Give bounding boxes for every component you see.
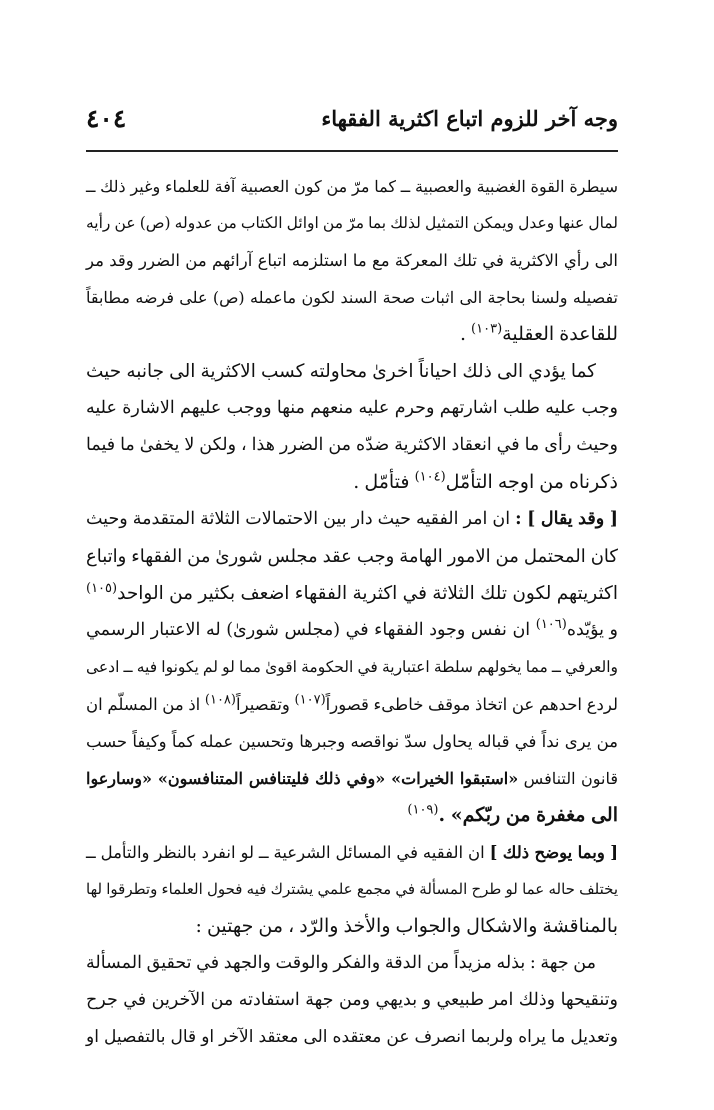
text-line-9 xyxy=(86,464,618,501)
text-line-17 xyxy=(86,760,618,797)
page-header xyxy=(86,96,618,140)
line12-text: اكثريتهم لكون تلك الثلاثة في اكثرية الفقهاء اضعف بكثير من الواحد xyxy=(117,583,618,604)
line15-start: لردع احدهم عن اتخاذ موقف خاطىء قصوراً xyxy=(325,695,618,714)
line9-text: ذكرناه من اوجه التأمّل xyxy=(445,471,618,493)
header-rule xyxy=(86,150,618,152)
section-lead-wa-bima-yudih: [ وبما يوضح ذلك ] xyxy=(489,843,618,862)
footnote-ref-108: (١٠٨) xyxy=(204,692,236,708)
running-title: وجه آخر للزوم اتباع اكثرية الفقهاء xyxy=(321,105,618,131)
line13-text: ان نفس وجود الفقهاء في (مجلس شورىٰ) له الاعتبار الرسمي xyxy=(86,620,531,640)
footnote-ref-103: (١٠٣) xyxy=(471,321,503,337)
footnote-ref-104: (١٠٤) xyxy=(414,469,446,485)
text-line-8: وحيث رأى ما في انعقاد الاكثرية ضدّه من الضرر هذا ، ولكن لا يخفىٰ ما فيما xyxy=(86,435,618,455)
line9-end: فتأمّل . xyxy=(353,471,410,493)
footnote-ref-107: (١٠٧) xyxy=(294,692,326,708)
quran-quote-end: الى مغفرة من ربّكم» . xyxy=(438,804,618,826)
text-line-2: لمال عنها وعدل ويمكن التمثيل لذلك بما مرّ من اوائل الكتاب من عدوله (ص) عن رأيه xyxy=(86,214,618,232)
text-line-14: والعرفي ــ مما يخولهم سلطة اعتبارية في الحكومة اقوىٰ مما لو لم يكونوا فيه ــ ادعى xyxy=(86,658,618,676)
text-line-6: كما يؤدي الى ذلك احياناً اخرىٰ محاولته كسب الاكثرية الى جانبه حيث xyxy=(86,361,596,382)
section-lead-qad-yuqal: [ وقد يقال ] : xyxy=(515,509,618,529)
text-line-12 xyxy=(86,575,618,612)
text-line-19 xyxy=(86,834,618,871)
footnote-ref-105: (١٠٥) xyxy=(86,580,118,596)
text-line-22: من جهة : بذله مزيداً من الدقة والفكر والوقت والجهد في تحقيق المسألة xyxy=(86,953,596,973)
text-line-13 xyxy=(86,612,618,649)
text-line-23: وتنقيحها وذلك امر طبيعي و بديهي ومن جهة استفادته من الآخرين في جرح xyxy=(86,990,618,1010)
footnote-ref-109: (١٠٩) xyxy=(407,802,439,818)
line5-text: للقاعدة العقلية xyxy=(502,323,618,345)
line13-start: و يؤيّده xyxy=(566,620,618,640)
body-text xyxy=(86,168,618,1056)
line19-text: ان الفقيه في المسائل الشرعية ــ لو انفرد بالنظر والتأمل ــ xyxy=(86,843,485,862)
text-line-24: وتعديل ما يراه ولربما انصرف عن معتقده الى معتقد الآخر او قال بالتفصيل او xyxy=(86,1027,618,1047)
text-line-7: وجب عليه طلب اشارتهم وحرم عليه منعهم منها ووجب عليهم الاشارة عليه xyxy=(86,398,618,418)
line15-mid: وتقصيراً xyxy=(236,695,290,714)
page-number: ٤٠٤ xyxy=(86,103,127,133)
text-line-1: سيطرة القوة الغضبية والعصبية ــ كما مرّ من كون العصبية آفة للعلماء وغير ذلك ــ xyxy=(86,177,618,196)
line17-start: قانون التنافس xyxy=(523,769,618,788)
line5-end: . xyxy=(459,323,466,345)
text-line-21: بالمناقشة والاشكال والجواب والأخذ والرّد ، من جهتين : xyxy=(195,915,618,937)
text-line-20: يختلف حاله عما لو طرح المسألة في مجمع علمي يشترك فيه فحول العلماء وتطرقوا لها xyxy=(86,880,618,898)
text-line-15 xyxy=(86,686,618,723)
text-line-18 xyxy=(86,797,618,834)
line10-text: ان امر الفقيه حيث دار بين الاحتمالات الثلاثة المتقدمة وحيث xyxy=(86,509,511,529)
text-line-5 xyxy=(86,316,618,353)
text-line-11: كان المحتمل من الامور الهامة وجب عقد مجلس شورىٰ من الفقهاء واتباع xyxy=(86,546,618,567)
quran-quotes: «استبقوا الخيرات» «وفي ذلك فليتنافس المتنافسون» «وسارعوا xyxy=(86,769,519,788)
line15-end: اذ من المسلّم ان xyxy=(86,695,201,714)
text-line-16: من يرى نداً في قباله يحاول سدّ نواقصه وجبرها وتحسين عمله كماً وكيفاً حسب xyxy=(86,732,618,751)
text-line-3: الى رأي الاكثرية في تلك المعركة مع ما استلزمه اتباع آرائهم من الضرر وقد مر xyxy=(86,251,618,270)
text-line-10 xyxy=(86,501,618,538)
footnote-ref-106: (١٠٦) xyxy=(535,617,567,633)
text-line-4: تفصيله ولسنا بحاجة الى اثبات صحة السند لكون ماعمله (ص) على فرضه مطابقاً xyxy=(86,288,618,307)
